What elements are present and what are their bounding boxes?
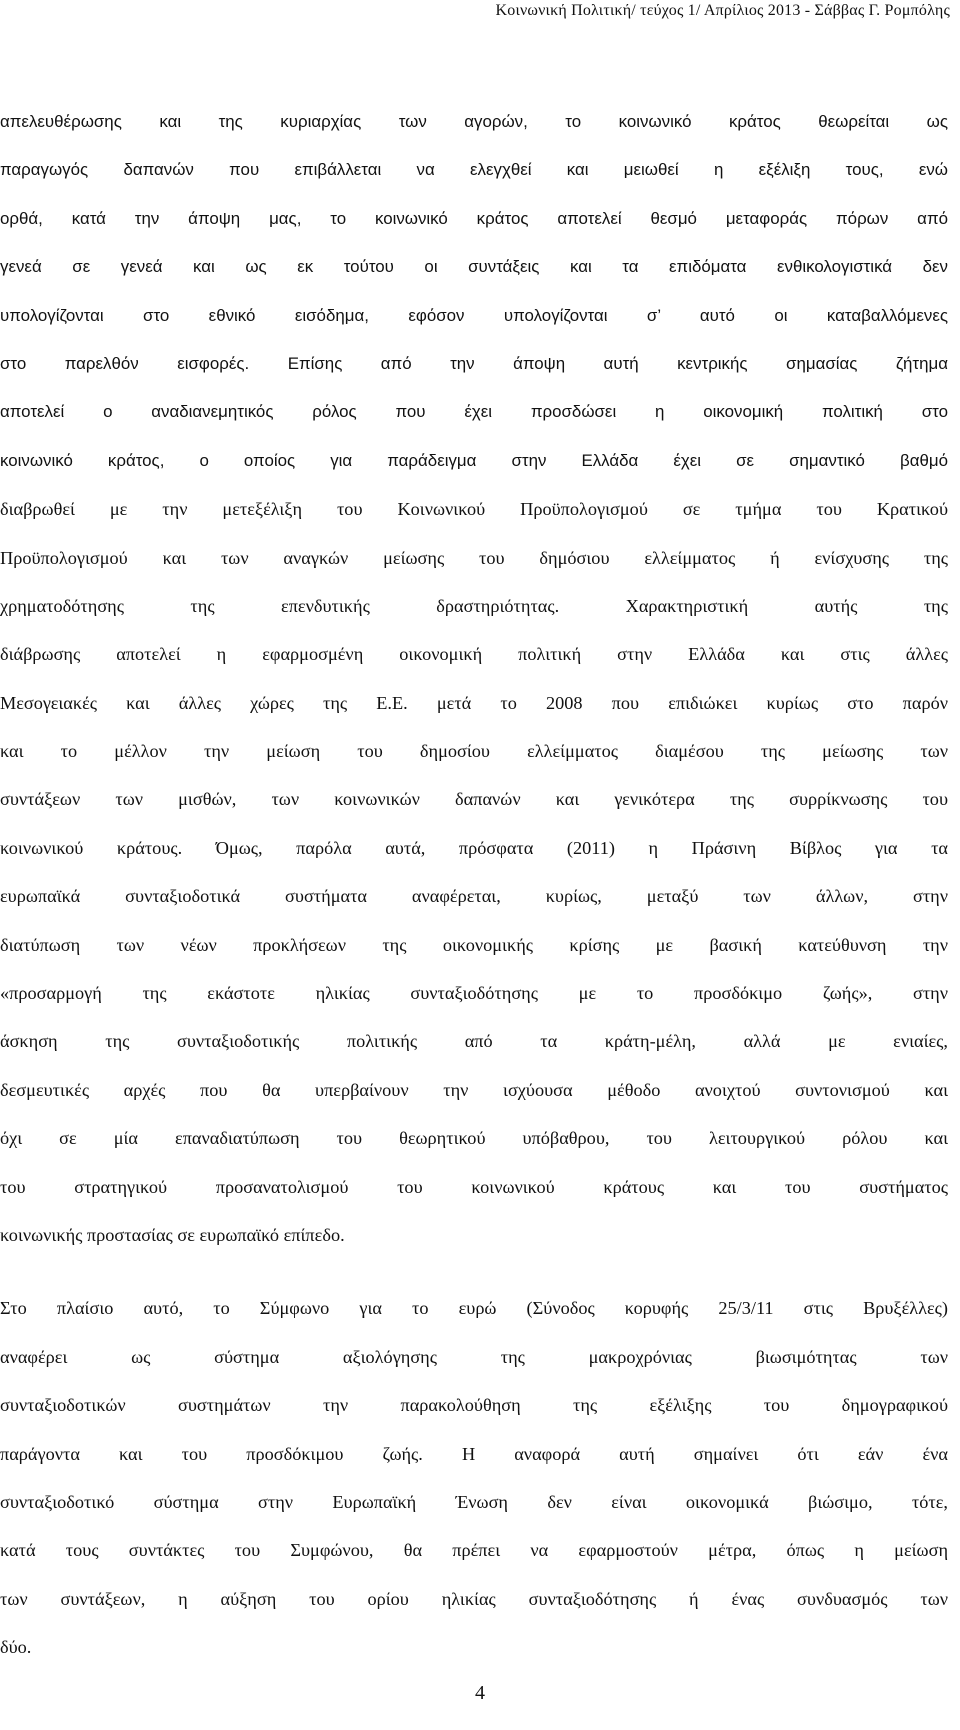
paragraph-gap [0, 1259, 948, 1284]
text-line: «προσαρμογή της εκάστοτε ηλικίας συνταξιοδότησης με το προσδόκιμο ζωής», στην [0, 983, 948, 1004]
paragraph-2 [0, 1284, 948, 1671]
text-line: Προϋπολογισμού και των αναγκών μείωσης του δημόσιου ελλείμματος ή ενίσχυσης της [0, 547, 948, 568]
text-line: χρηματοδότησης της επενδυτικής δραστηριότητας. Χαρακτηριστική αυτής της [0, 595, 948, 616]
text-line: άσκηση της συνταξιοδοτικής πολιτικής από τα κράτη-μέλη, αλλά με ενιαίες, [0, 1031, 948, 1052]
text-line: κατά τους συντάκτες του Συμφώνου, θα πρέπει να εφαρμοστούν μέτρα, όπως η μείωση [0, 1540, 948, 1561]
text-line: συνταξιοδοτικών συστημάτων την παρακολούθηση της εξέλιξης του δημογραφικού [0, 1395, 948, 1416]
text-line: συνταξιοδοτικό σύστημα στην Ευρωπαϊκή Ένωση δεν είναι οικονομικά βιώσιμο, τότε, [0, 1491, 948, 1512]
text-line: Στο πλαίσιο αυτό, το Σύμφωνο για το ευρώ (Σύνοδος κορυφής 25/3/11 στις Βρυξέλλες) [0, 1298, 948, 1319]
page-content [0, 98, 948, 1672]
text-line: συντάξεων των μισθών, των κοινωνικών δαπανών και γενικότερα της συρρίκνωσης του [0, 789, 948, 810]
text-line: κοινωνικό κράτος, ο οποίος για παράδειγμα στην Ελλάδα έχει σε σημαντικό βαθμό [0, 450, 948, 470]
text-line: και το μέλλον την μείωση του δημοσίου ελλείμματος διαμέσου της μείωσης των [0, 741, 948, 762]
text-line: κοινωνικού κράτους. Όμως, παρόλα αυτά, πρόσφατα (2011) η Πράσινη Βίβλος για τα [0, 837, 948, 858]
text-line: παράγοντα και του προσδόκιμου ζωής. Η αναφορά αυτή σημαίνει ότι εάν ένα [0, 1443, 948, 1464]
text-line: διατύπωση των νέων προκλήσεων της οικονομικής κρίσης με βασική κατεύθυνση την [0, 934, 948, 955]
text-line: όχι σε μία επαναδιατύπωση του θεωρητικού υπόβαθρου, του λειτουργικού ρόλου και [0, 1128, 948, 1149]
text-line: απελευθέρωσης και της κυριαρχίας των αγορών, το κοινωνικό κράτος θεωρείται ως [0, 112, 948, 131]
page-number: 4 [475, 1682, 485, 1704]
text-line: δεσμευτικές αρχές που θα υπερβαίνουν την ισχύουσα μέθοδο ανοιχτού συντονισμού και [0, 1079, 948, 1100]
text-line: Μεσογειακές και άλλες χώρες της Ε.Ε. μετά το 2008 που επιδιώκει κυρίως στο παρόν [0, 692, 948, 713]
paragraph-1 [0, 98, 948, 1259]
text-line: ορθά, κατά την άποψη μας, το κοινωνικό κράτος αποτελεί θεσμό μεταφοράς πόρων από [0, 208, 948, 228]
text-line: γενεά σε γενεά και ως εκ τούτου οι συντάξεις και τα επιδόματα ενθικολογιστικά δεν [0, 257, 948, 277]
text-line: κοινωνικής προστασίας σε ευρωπαϊκό επίπεδο. [0, 1224, 345, 1245]
text-line: υπολογίζονται στο εθνικό εισόδημα, εφόσον υπολογίζονται σ’ αυτό οι καταβαλλόμενες [0, 305, 948, 325]
text-line: αποτελεί ο αναδιανεμητικός ρόλος που έχει προσδώσει η οικονομική πολιτική στο [0, 402, 948, 422]
text-line: διαβρωθεί με την μετεξέλιξη του Κοινωνικού Προϋπολογισμού σε τμήμα του Κρατικού [0, 499, 948, 520]
text-line: ευρωπαϊκά συνταξιοδοτικά συστήματα αναφέρεται, κυρίως, μεταξύ των άλλων, στην [0, 886, 948, 907]
text-line: διάβρωσης αποτελεί η εφαρμοσμένη οικονομική πολιτική στην Ελλάδα και στις άλλες [0, 644, 948, 665]
text-line: των συντάξεων, η αύξηση του ορίου ηλικίας συνταξιοδότησης ή ένας συνδυασμός των [0, 1588, 948, 1609]
text-line: παραγωγός δαπανών που επιβάλλεται να ελεγχθεί και μειωθεί η εξέλιξη τους, ενώ [0, 160, 948, 180]
text-line: στο παρελθόν εισφορές. Επίσης από την άποψη αυτή κεντρικής σημασίας ζήτημα [0, 353, 948, 373]
text-line: δύο. [0, 1637, 32, 1658]
text-line: αναφέρει ως σύστημα αξιολόγησης της μακροχρόνιας βιωσιμότητας των [0, 1346, 948, 1367]
text-line: του στρατηγικού προσανατολισμού του κοινωνικού κράτους και του συστήματος [0, 1176, 948, 1197]
running-header: Κοινωνική Πολιτική/ τεύχος 1/ Απρίλιος 2013 - Σάββας Γ. Ρομπόλης [495, 2, 950, 19]
